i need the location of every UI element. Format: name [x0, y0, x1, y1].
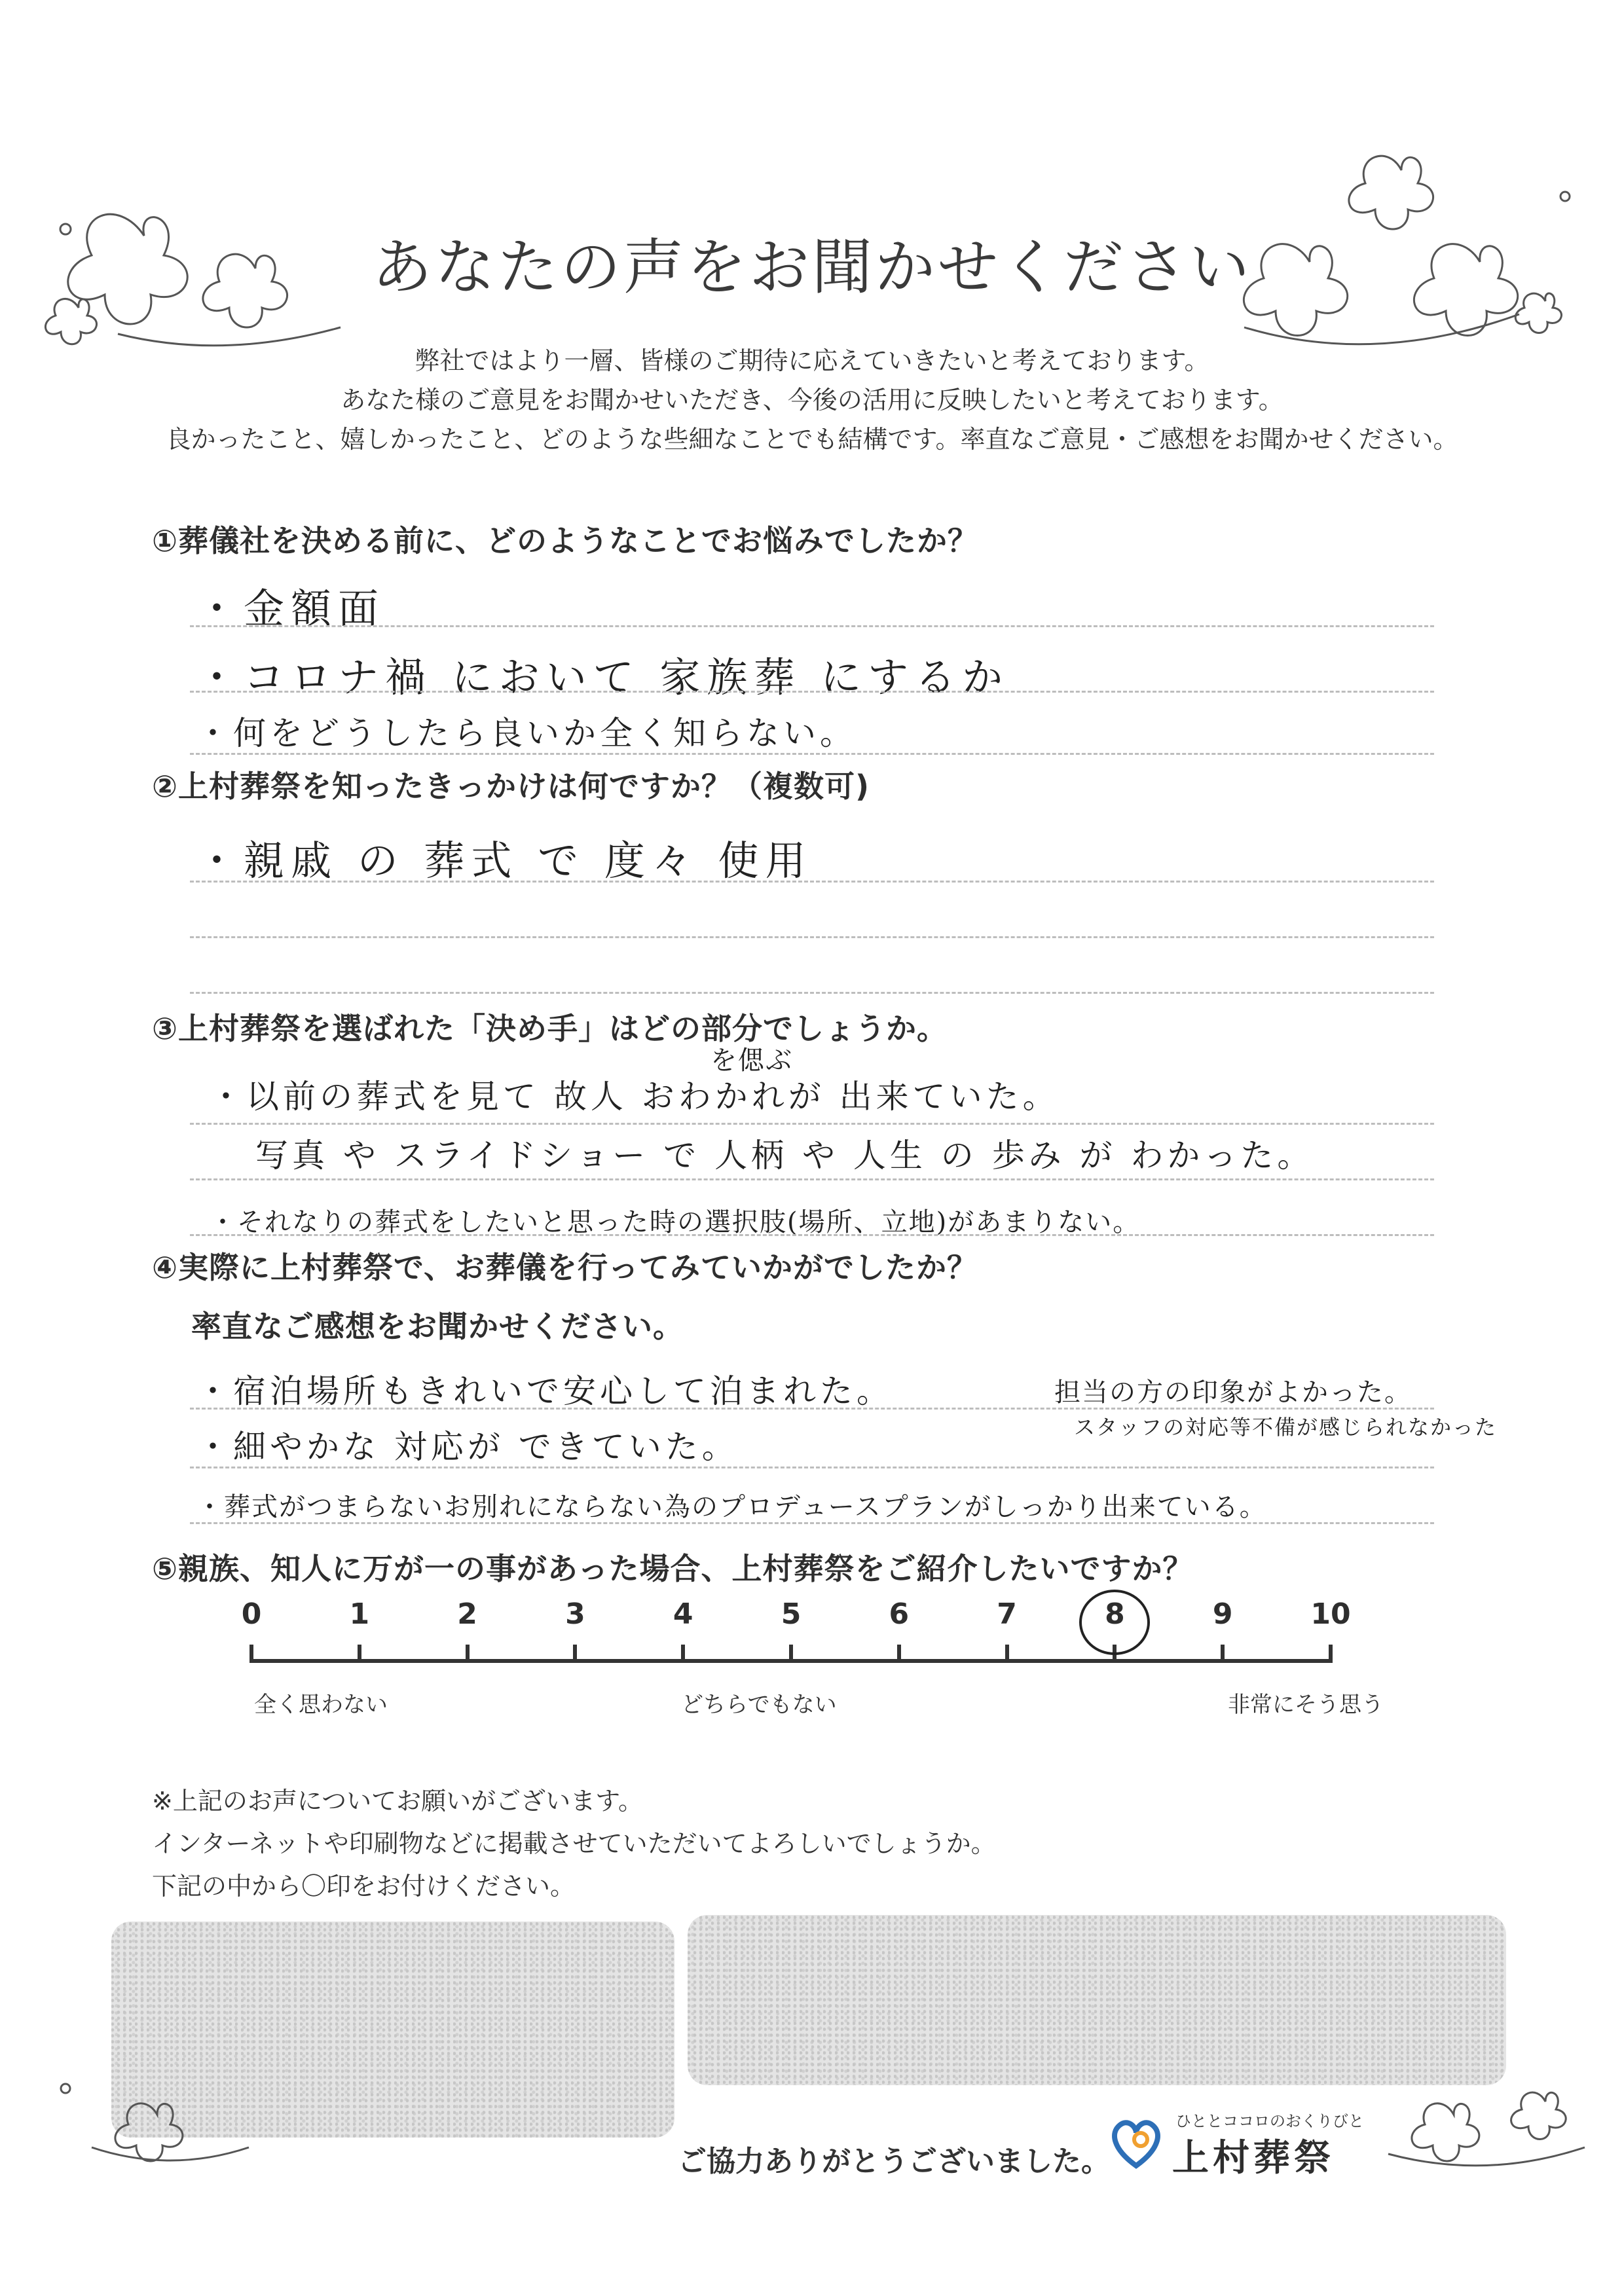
scale-tick	[1005, 1645, 1009, 1663]
brand-name: 上村葬祭	[1172, 2137, 1335, 2179]
scale-number-9: 9	[1212, 1597, 1233, 1631]
question-5-label: ⑤親族、知人に万が一の事があった場合、上村葬祭をご紹介したいですか？	[152, 1551, 1194, 1586]
intro-line-1: 弊社ではより一層、皆様のご期待に応えていきたいと考えております。	[415, 346, 1209, 375]
answer-rule	[190, 1234, 1434, 1236]
scale-tick	[573, 1645, 577, 1663]
intro-line-2: あなた様のご意見をお聞かせいただき、今後の活用に反映したいと考えております。	[341, 386, 1283, 414]
scale-tick	[897, 1645, 901, 1663]
note-line-1: ※上記のお声についてお願いがございます。	[152, 1787, 644, 1815]
q4-answer-2: ・細やかな 対応が できていた。	[196, 1428, 739, 1466]
answer-rule	[190, 992, 1434, 994]
brand-logo-icon	[1107, 2113, 1166, 2172]
scale-number-1: 1	[349, 1597, 370, 1631]
q4-answer-1: ・宿泊場所もきれいで安心して泊まれた。	[196, 1372, 893, 1410]
q4-answer-3: ・葬式がつまらないお別れにならない為のプロデュースプランがしっかり出来ている。	[196, 1492, 1267, 1522]
scale-tick	[466, 1645, 470, 1663]
q1-answer-3: ・何をどうしたら良いか全く知らない。	[196, 714, 857, 752]
question-4-label: ④実際に上村葬祭で、お葬儀を行ってみていかがでしたか？	[152, 1250, 978, 1285]
form-title: あなたの声をお聞かせください	[371, 232, 1252, 302]
q1-answer-1: ・金額面	[196, 585, 386, 632]
selected-rating-circle	[1072, 1584, 1157, 1663]
answer-rule	[190, 936, 1434, 938]
q3-insert-note: を偲ぶ	[710, 1046, 793, 1076]
answer-rule	[190, 1522, 1434, 1524]
scale-number-0: 0	[241, 1597, 262, 1631]
scale-low-label: 全く思わない	[254, 1692, 388, 1718]
scale-tick	[1329, 1645, 1333, 1663]
thanks-message: ご協力ありがとうございました。	[678, 2145, 1110, 2178]
q2-answer-1: ・親戚 の 葬式 で 度々 使用	[196, 837, 813, 884]
question-4-sublabel: 率直なご感想をお聞かせください。	[191, 1309, 684, 1344]
scale-number-10: 10	[1310, 1597, 1351, 1631]
scale-number-8: 8	[1105, 1597, 1125, 1631]
q4-side-note-2: スタッフの対応等不備が感じられなかった	[1074, 1415, 1498, 1440]
answer-rule	[190, 691, 1434, 693]
scale-tick	[249, 1645, 253, 1663]
q3-answer-3: ・それなりの葬式をしたいと思った時の選択肢(場所、立地)があまりない。	[210, 1207, 1141, 1237]
scale-number-3: 3	[565, 1597, 585, 1631]
question-2-label: ②上村葬祭を知ったきっかけは何ですか？（複数可)	[152, 769, 870, 804]
scale-tick	[358, 1645, 361, 1663]
scale-number-7: 7	[997, 1597, 1017, 1631]
scale-number-6: 6	[889, 1597, 910, 1631]
answer-rule	[190, 753, 1434, 755]
scale-mid-label: どちらでもない	[681, 1692, 837, 1718]
question-1-label: ①葬儀社を決める前に、どのようなことでお悩みでしたか？	[152, 523, 978, 558]
answer-rule	[190, 881, 1434, 883]
question-3-label: ③上村葬祭を選ばれた「決め手」はどの部分でしょうか。	[152, 1011, 948, 1046]
scale-high-label: 非常にそう思う	[1228, 1692, 1384, 1718]
answer-rule	[190, 1123, 1434, 1125]
brand-tagline: ひととココロのおくりびと	[1175, 2112, 1364, 2130]
answer-rule	[190, 1178, 1434, 1180]
scale-number-4: 4	[673, 1597, 693, 1631]
q4-side-note-1: 担当の方の印象がよかった。	[1054, 1377, 1412, 1408]
intro-line-3: 良かったこと、嬉しかったこと、どのような些細なことでも結構です。率直なご意見・ご感想をお聞かせください。	[166, 425, 1458, 454]
scale-tick	[789, 1645, 793, 1663]
q3-answer-2: 写真 や スライドショー で 人柄 や 人生 の 歩み が わかった。	[255, 1137, 1314, 1175]
answer-rule	[190, 1408, 1434, 1410]
note-line-2: インターネットや印刷物などに掲載させていただいてよろしいでしょうか。	[152, 1829, 996, 1858]
scale-number-2: 2	[457, 1597, 477, 1631]
scale-tick	[681, 1645, 685, 1663]
q3-answer-1: ・以前の葬式を見て 故人 おわかれが 出来ていた。	[210, 1078, 1060, 1116]
answer-rule	[190, 625, 1434, 627]
clover-decoration-bottom-right	[1375, 2056, 1611, 2200]
q1-answer-2: ・コロナ禍 において 家族葬 にするか	[196, 653, 1010, 701]
clover-decoration-bottom-left	[52, 2069, 262, 2200]
note-line-3: 下記の中から〇印をお付けください。	[152, 1872, 576, 1901]
scale-number-5: 5	[781, 1597, 802, 1631]
answer-rule	[190, 1467, 1434, 1468]
scale-tick	[1221, 1645, 1225, 1663]
